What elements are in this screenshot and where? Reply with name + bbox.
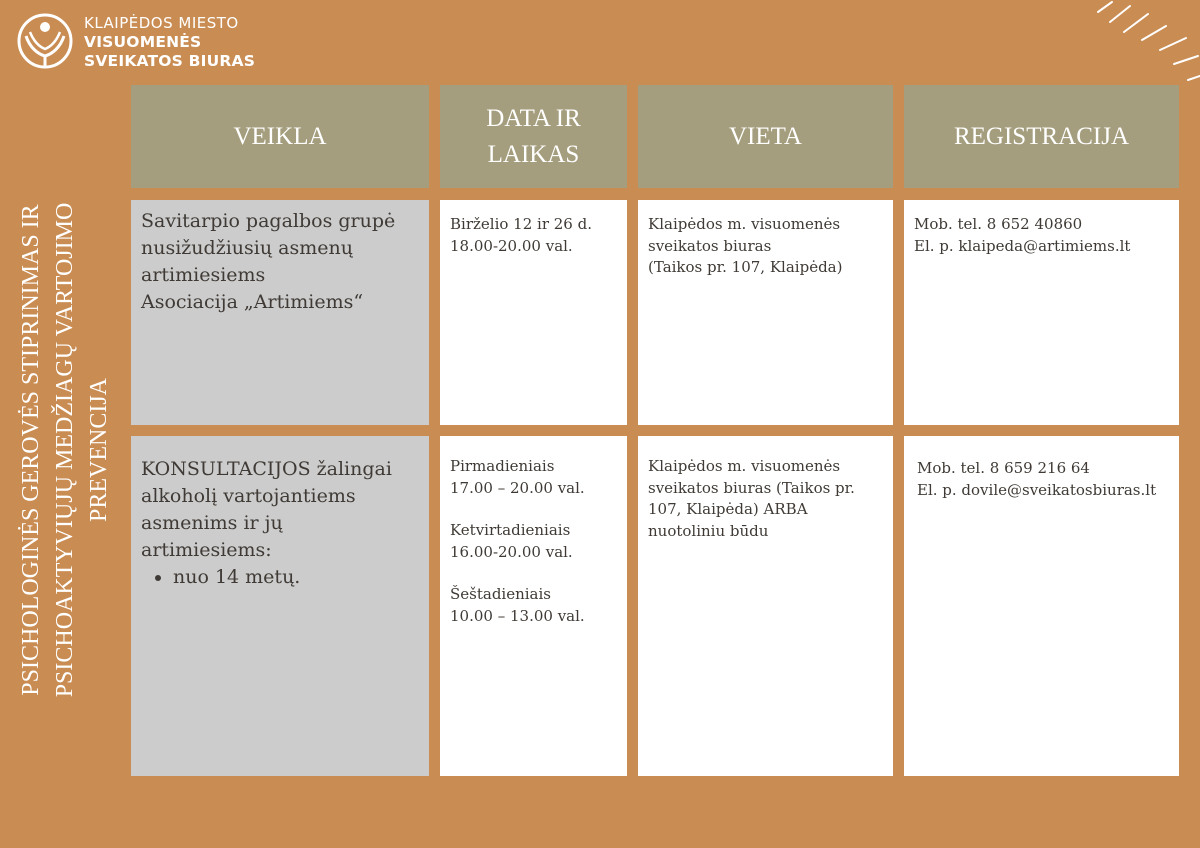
- row-1-place-line: Klaipėdos m. visuomenės: [648, 215, 841, 233]
- logo-line-1: KLAIPĖDOS MIESTO: [84, 14, 239, 32]
- row-2-place-line: 107, Klaipėda) ARBA: [648, 500, 808, 518]
- row-2-activity-bullets: [141, 564, 423, 591]
- logo-line-2: VISUOMENĖS: [84, 33, 202, 51]
- side-title-line-3: PREVENCIJA: [86, 378, 112, 523]
- side-title-line-2: PSICHOAKTYVIŲJŲ MEDŽIAGŲ VARTOJIMO: [52, 202, 78, 698]
- row-2-day-time: 17.00 – 20.00 val.: [450, 478, 585, 497]
- row-1-place-line: (Taikos pr. 107, Klaipėda): [648, 258, 843, 276]
- row-1-date: [440, 200, 627, 425]
- row-1-phone: Mob. tel. 8 652 40860: [914, 215, 1083, 233]
- row-2-activity-line: asmenims ir jų: [141, 512, 283, 534]
- row-1-email[interactable]: El. p. klaipeda@artimiems.lt: [914, 236, 1131, 255]
- row-2-phone: Mob. tel. 8 659 216 64: [917, 459, 1090, 477]
- row-1-place-line: sveikatos biuras: [648, 236, 772, 255]
- row-2-place-line: Klaipėdos m. visuomenės: [648, 457, 841, 475]
- row-2-place: [638, 436, 893, 776]
- side-title: [14, 120, 116, 780]
- header-veikla-label: VEIKLA: [233, 122, 327, 150]
- row-2-day-name: Šeštadieniais: [450, 585, 551, 603]
- header-data-line-2: LAIKAS: [487, 140, 580, 168]
- row-1-place: [638, 200, 893, 425]
- header-data-line-1: DATA IR: [486, 104, 581, 132]
- side-title-line-1: PSICHOLOGINĖS GEROVĖS STIPRINIMAS IR: [18, 204, 44, 696]
- header-registracija: [904, 85, 1179, 188]
- row-1-registration: [904, 200, 1179, 425]
- row-2-email[interactable]: El. p. dovile@sveikatosbiuras.lt: [917, 480, 1157, 499]
- row-2-day-name: Ketvirtadieniais: [450, 521, 571, 539]
- logo-line-3: SVEIKATOS BIURAS: [84, 52, 256, 70]
- logo-text: [84, 14, 255, 71]
- header-data-ir-laikas: [440, 85, 627, 188]
- row-2-day-time: 10.00 – 13.00 val.: [450, 606, 585, 625]
- row-2-place-line: nuotoliniu būdu: [648, 521, 769, 540]
- row-1-activity-line: artimiesiems: [141, 264, 266, 286]
- row-2-day-name: Pirmadieniais: [450, 457, 555, 475]
- logo-emblem-icon: [16, 12, 74, 70]
- header-registracija-label: REGISTRACIJA: [953, 122, 1129, 150]
- row-1-activity-line: Asociacija „Artimiems“: [141, 291, 364, 313]
- header-vieta: [638, 85, 893, 188]
- row-2-activity: [131, 436, 429, 776]
- row-2-date: [440, 436, 627, 776]
- row-2-activity-line: artimiesiems:: [141, 539, 272, 561]
- row-2-day-time: 16.00-20.00 val.: [450, 542, 573, 561]
- row-2-registration: [904, 436, 1179, 776]
- row-1-activity-line: nusižudžiusių asmenų: [141, 237, 353, 259]
- row-2-place-line: sveikatos biuras (Taikos pr.: [648, 478, 855, 497]
- logo: [16, 12, 286, 74]
- row-1-date-line: Birželio 12 ir 26 d.: [450, 215, 592, 233]
- row-1-date-line: 18.00-20.00 val.: [450, 236, 573, 255]
- row-2-activity-bullet: • nuo 14 metų.: [173, 564, 423, 591]
- row-1-activity-line: Savitarpio pagalbos grupė: [141, 210, 396, 232]
- header-veikla: [131, 85, 429, 188]
- row-1-activity: [131, 200, 429, 425]
- header-vieta-label: VIETA: [729, 122, 802, 150]
- row-2-activity-line: KONSULTACIJOS žalingai: [141, 458, 392, 480]
- row-2-activity-line: alkoholį vartojantiems: [141, 485, 356, 507]
- decorative-rays-icon: [1090, 0, 1200, 90]
